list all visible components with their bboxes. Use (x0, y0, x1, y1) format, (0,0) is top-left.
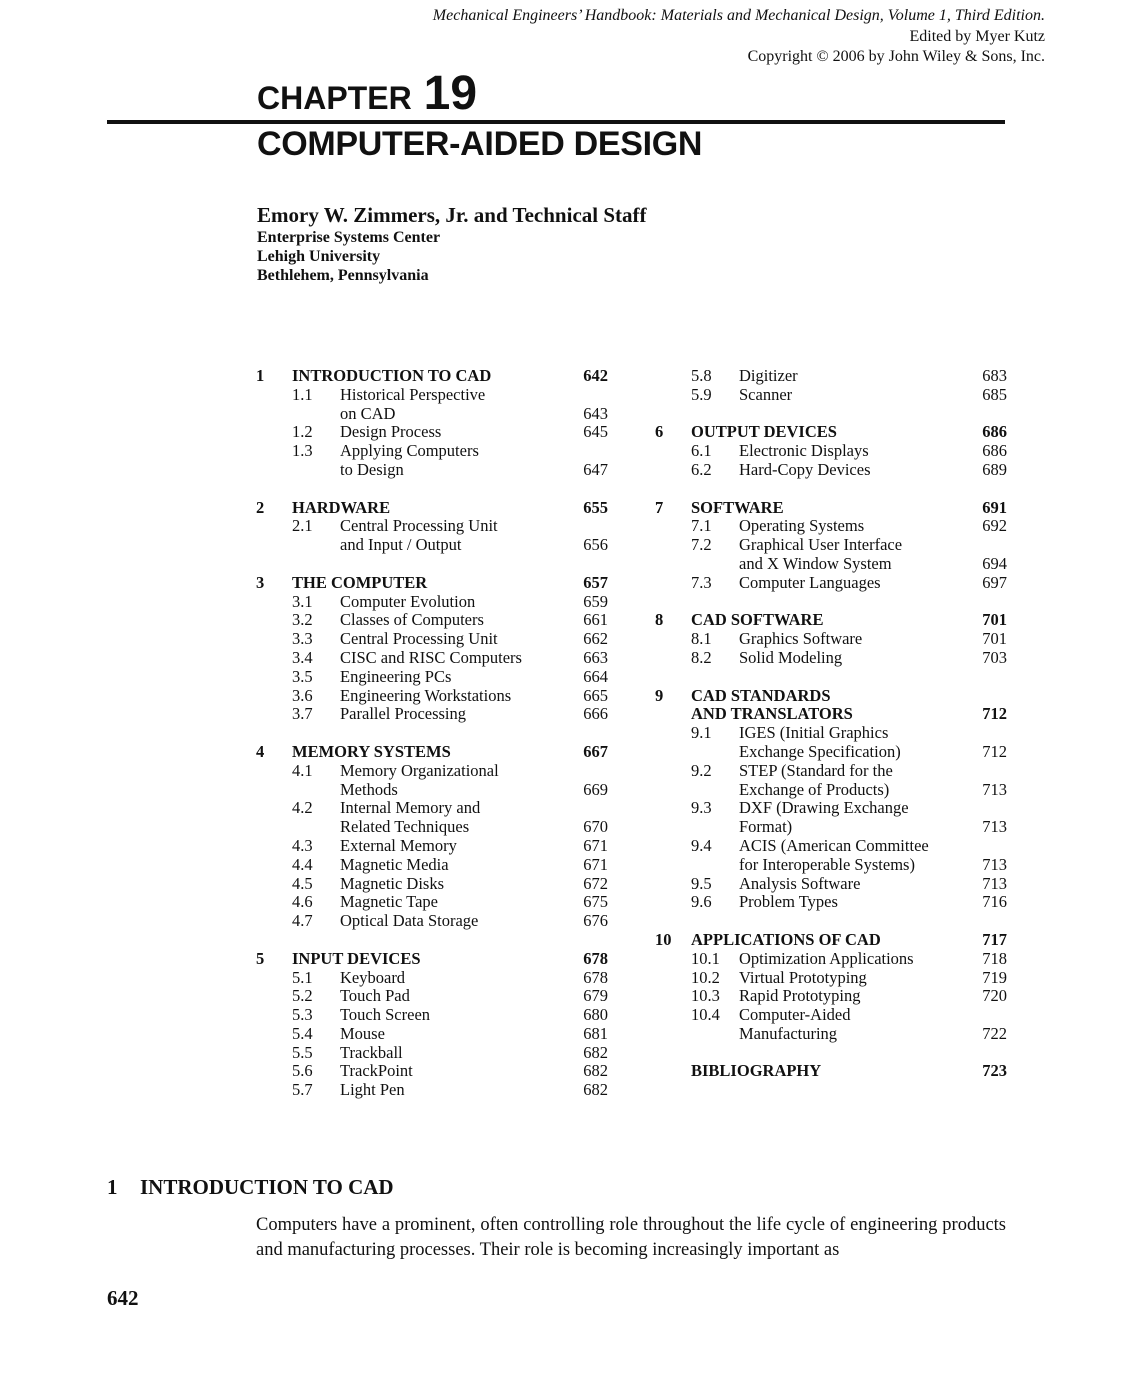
toc-entry-number: 3.3 (292, 629, 313, 649)
toc-entry-line (655, 461, 1007, 480)
chapter-title: COMPUTER-AIDED DESIGN (257, 125, 703, 163)
toc-page-number: 679 (583, 986, 608, 1006)
toc-entry-number: 4.3 (292, 835, 313, 855)
toc-section (655, 423, 1007, 479)
toc-entry-title: Parallel Processing (340, 704, 467, 724)
toc-entry-line (256, 969, 608, 988)
toc-entry-line (655, 781, 1007, 800)
toc-entry-title: Central Processing Unit (340, 629, 498, 649)
toc-entry-line (256, 799, 608, 818)
toc-entry-number: 4.7 (292, 911, 313, 931)
toc-page-number: 671 (583, 835, 608, 855)
toc-entry-title: Engineering Workstations (340, 685, 512, 705)
toc-page-number: 664 (583, 666, 608, 686)
toc-entry-line (655, 517, 1007, 536)
toc-entry-title: Light Pen (340, 1080, 405, 1100)
toc-page-number: 645 (583, 422, 608, 442)
toc-entry-line (256, 593, 608, 612)
toc-section (256, 950, 608, 1100)
running-header (433, 6, 1045, 68)
toc-entry-number: 7.3 (691, 572, 712, 592)
toc-entry-line (256, 856, 608, 875)
toc-entry-number: 4.4 (292, 854, 313, 874)
toc-section-number: 7 (655, 497, 664, 517)
toc-section-number: 3 (256, 572, 265, 592)
toc-entry-line (655, 555, 1007, 574)
toc-entry-number: 4.6 (292, 892, 313, 912)
toc-entry-number: 9.5 (691, 873, 712, 893)
toc-entry-title: Computer Evolution (340, 591, 476, 611)
toc-entry-number: 5.7 (292, 1080, 313, 1100)
toc-entry-number: 5.2 (292, 986, 313, 1006)
toc-entry-line (256, 536, 608, 555)
toc-section-line (655, 611, 1007, 630)
affiliation-line: Enterprise Systems Center (257, 229, 441, 246)
toc-entry-title: Problem Types (739, 892, 838, 912)
toc-entry-line (655, 386, 1007, 405)
affiliation-line: Bethlehem, Pennsylvania (257, 267, 429, 284)
toc-section-line (256, 743, 608, 762)
toc-page-number: 663 (583, 647, 608, 667)
toc-entry-title: Design Process (340, 422, 442, 442)
toc-entry-number: 1.3 (292, 441, 313, 461)
chapter-number: 19 (423, 67, 478, 120)
section-heading (107, 1175, 394, 1200)
toc-entry-title: to Design (340, 459, 404, 479)
toc-left-column (256, 367, 608, 1119)
toc-entry-line (655, 987, 1007, 1006)
toc-section-title: INPUT DEVICES (292, 948, 421, 968)
toc-page-number: 713 (982, 779, 1007, 799)
toc-section-line (655, 931, 1007, 950)
toc-entry-line (655, 1006, 1007, 1025)
toc-entry-title: Operating Systems (739, 516, 865, 536)
toc-entry-title: Magnetic Tape (340, 892, 438, 912)
toc-section-line (256, 950, 608, 969)
toc-section (256, 743, 608, 931)
toc-entry-number: 9.3 (691, 798, 712, 818)
toc-entry-line (655, 969, 1007, 988)
toc-right-column (655, 367, 1007, 1100)
toc-section-number: 1 (256, 366, 265, 385)
toc-entry-number: 3.6 (292, 685, 313, 705)
toc-entry-title: Related Techniques (340, 817, 470, 837)
toc-section-title: SOFTWARE (691, 497, 784, 517)
toc-entry-title: Graphics Software (739, 629, 863, 649)
toc-entry-title: Internal Memory and (340, 798, 481, 818)
toc-entry-title: Methods (340, 779, 398, 799)
toc-page-number: 682 (583, 1080, 608, 1100)
toc-entry-title: TrackPoint (340, 1061, 413, 1081)
toc-entry-title: Mouse (340, 1023, 385, 1043)
toc-page-number: 713 (982, 817, 1007, 837)
toc-entry-line (256, 705, 608, 724)
toc-entry-number: 5.9 (691, 384, 712, 404)
toc-entry-title: Virtual Prototyping (739, 967, 867, 987)
section-number: 1 (107, 1175, 118, 1199)
toc-entry-line (655, 950, 1007, 969)
toc-entry-number: 3.5 (292, 666, 313, 686)
toc-entry-line (655, 724, 1007, 743)
toc-section (655, 611, 1007, 667)
toc-page-number: 722 (982, 1023, 1007, 1043)
toc-entry-title: Digitizer (739, 366, 798, 385)
toc-page-number: 657 (583, 572, 608, 592)
toc-entry-line (256, 987, 608, 1006)
toc-entry-line (256, 1006, 608, 1025)
toc-entry-title: Exchange Specification) (739, 741, 901, 761)
toc-entry-number: 5.6 (292, 1061, 313, 1081)
toc-page-number: 719 (982, 967, 1007, 987)
author-name: Emory W. Zimmers, Jr. and Technical Staff (257, 203, 647, 227)
toc-entry-title: Trackball (340, 1042, 403, 1062)
toc-entry-title: Optimization Applications (739, 948, 914, 968)
toc-section (655, 931, 1007, 1044)
toc-section-title: INTRODUCTION TO CAD (292, 366, 492, 385)
toc-section (256, 499, 608, 555)
toc-page-number: 667 (583, 741, 608, 761)
toc-page-number: 720 (982, 986, 1007, 1006)
toc-entry-title: and Input / Output (340, 535, 462, 555)
toc-section (655, 367, 1007, 405)
toc-entry-title: ACIS (American Committee (739, 835, 929, 855)
toc-entry-title: IGES (Initial Graphics (739, 723, 889, 743)
author-block (257, 202, 647, 285)
toc-entry-line (655, 630, 1007, 649)
toc-page-number: 697 (982, 572, 1007, 592)
toc-section-line (655, 705, 1007, 724)
toc-entry-title: Exchange of Products) (739, 779, 890, 799)
toc-section (655, 1062, 1007, 1081)
toc-section (256, 367, 608, 480)
toc-entry-number: 7.2 (691, 535, 712, 555)
toc-section (256, 574, 608, 724)
toc-page-number: 642 (583, 366, 608, 385)
toc-page-number: 686 (982, 441, 1007, 461)
toc-page-number: 703 (982, 647, 1007, 667)
toc-entry-line (655, 442, 1007, 461)
toc-entry-line (655, 536, 1007, 555)
toc-entry-number: 7.1 (691, 516, 712, 536)
toc-entry-line (256, 442, 608, 461)
toc-entry-title: Historical Perspective (340, 384, 486, 404)
toc-entry-number: 9.6 (691, 892, 712, 912)
page-number: 642 (107, 1286, 139, 1310)
toc-entry-line (256, 912, 608, 931)
toc-section-number: 8 (655, 610, 664, 630)
toc-entry-number: 10.4 (691, 1005, 720, 1025)
toc-entry-title: Classes of Computers (340, 610, 484, 630)
toc-entry-number: 6.2 (691, 459, 712, 479)
toc-entry-line (655, 856, 1007, 875)
toc-page-number: 701 (982, 610, 1007, 630)
toc-entry-line (256, 611, 608, 630)
toc-section-title: APPLICATIONS OF CAD (691, 929, 881, 949)
toc-page-number: 680 (583, 1005, 608, 1025)
toc-entry-number: 4.2 (292, 798, 313, 818)
toc-entry-line (256, 875, 608, 894)
toc-entry-number: 9.2 (691, 760, 712, 780)
toc-entry-title: Touch Screen (340, 1005, 431, 1025)
toc-entry-title: Keyboard (340, 967, 406, 987)
toc-entry-title: Touch Pad (340, 986, 410, 1006)
toc-entry-title: Electronic Displays (739, 441, 869, 461)
toc-entry-title: Format) (739, 817, 793, 837)
toc-entry-title: Memory Organizational (340, 760, 499, 780)
toc-section-line (655, 423, 1007, 442)
toc-entry-title: Analysis Software (739, 873, 861, 893)
toc-entry-line (256, 517, 608, 536)
toc-entry-number: 10.1 (691, 948, 720, 968)
toc-section-number: 6 (655, 422, 664, 442)
toc-page-number: 662 (583, 629, 608, 649)
toc-entry-title: STEP (Standard for the (739, 760, 893, 780)
toc-section-title: HARDWARE (292, 497, 391, 517)
toc-entry-number: 8.2 (691, 647, 712, 667)
toc-section-line (655, 1062, 1007, 1081)
toc-entry-line (655, 1025, 1007, 1044)
toc-entry-number: 10.2 (691, 967, 720, 987)
toc-entry-line (256, 1062, 608, 1081)
toc-page-number: 701 (982, 629, 1007, 649)
toc-entry-line (256, 668, 608, 687)
toc-entry-line (655, 893, 1007, 912)
toc-entry-number: 8.1 (691, 629, 712, 649)
toc-entry-number: 6.1 (691, 441, 712, 461)
toc-section-title: MEMORY SYSTEMS (292, 741, 451, 761)
toc-entry-number: 3.4 (292, 647, 313, 667)
book-title: Mechanical Engineers’ Handbook: Materials and Mechanical Design, Volume 1, Third Edition. (432, 7, 1045, 24)
toc-page-number: 666 (583, 704, 608, 724)
toc-page-number: 670 (583, 817, 608, 837)
toc-section-title: CAD SOFTWARE (691, 610, 824, 630)
toc-section-number: 5 (256, 948, 265, 968)
toc-page-number: 661 (583, 610, 608, 630)
toc-entry-title: External Memory (340, 835, 457, 855)
toc-entry-title: Computer-Aided (739, 1005, 851, 1025)
toc-entry-line (655, 799, 1007, 818)
toc-entry-title: Magnetic Disks (340, 873, 445, 893)
toc-entry-title: Scanner (739, 384, 793, 404)
chapter-label (257, 66, 477, 121)
toc-entry-title: DXF (Drawing Exchange (739, 798, 909, 818)
toc-page-number: 678 (583, 948, 608, 968)
toc-entry-line (256, 781, 608, 800)
toc-entry-number: 5.3 (292, 1005, 313, 1025)
toc-section-title: AND TRANSLATORS (691, 704, 853, 724)
toc-entry-line (256, 1081, 608, 1100)
toc-entry-title: Rapid Prototyping (739, 986, 861, 1006)
toc-entry-number: 4.5 (292, 873, 313, 893)
toc-section-number: 4 (256, 741, 265, 761)
toc-entry-number: 5.4 (292, 1023, 313, 1043)
toc-entry-line (256, 649, 608, 668)
toc-page-number: 659 (583, 591, 608, 611)
toc-entry-line (256, 893, 608, 912)
toc-page-number: 671 (583, 854, 608, 874)
toc-entry-line (256, 386, 608, 405)
affiliation-line: Lehigh University (257, 248, 381, 265)
toc-section-title: BIBLIOGRAPHY (691, 1061, 822, 1081)
toc-page-number: 669 (583, 779, 608, 799)
toc-page-number: 672 (583, 873, 608, 893)
toc-section-line (256, 499, 608, 518)
toc-section-line (655, 687, 1007, 706)
toc-entry-title: Manufacturing (739, 1023, 838, 1043)
chapter-word: CHAPTER (257, 80, 412, 116)
toc-section-line (655, 499, 1007, 518)
toc-entry-number: 4.1 (292, 760, 313, 780)
toc-entry-title: Engineering PCs (340, 666, 452, 686)
toc-page-number: 656 (583, 535, 608, 555)
toc-entry-title: CISC and RISC Computers (340, 647, 522, 667)
toc-entry-line (655, 837, 1007, 856)
toc-page-number: 678 (583, 967, 608, 987)
toc-page-number: 716 (982, 892, 1007, 912)
toc-page-number: 712 (982, 704, 1007, 724)
toc-entry-line (256, 405, 608, 424)
toc-page-number: 655 (583, 497, 608, 517)
toc-page-number: 723 (982, 1061, 1007, 1081)
toc-entry-title: Magnetic Media (340, 854, 449, 874)
toc-entry-title: Solid Modeling (739, 647, 843, 667)
toc-page-number: 682 (583, 1042, 608, 1062)
toc-entry-line (256, 630, 608, 649)
toc-entry-title: and X Window System (739, 553, 892, 573)
toc-entry-number: 9.1 (691, 723, 712, 743)
toc-entry-number: 3.2 (292, 610, 313, 630)
toc-section (655, 687, 1007, 913)
body-paragraph: Computers have a prominent, often controlling role throughout the life cycle of engineering products and manufacturing processes. Their role is becoming increasingly important as (256, 1215, 1006, 1260)
toc-entry-title: Graphical User Interface (739, 535, 903, 555)
toc-entry-line (655, 743, 1007, 762)
toc-entry-title: for Interoperable Systems) (739, 854, 915, 874)
toc-entry-line (256, 461, 608, 480)
toc-page-number: 718 (982, 948, 1007, 968)
toc-entry-line (256, 1025, 608, 1044)
copyright-line: Copyright © 2006 by John Wiley & Sons, Inc. (747, 48, 1045, 65)
chapter-rule (107, 120, 1005, 124)
toc-entry-number: 1.1 (292, 384, 313, 404)
toc-page-number: 676 (583, 911, 608, 931)
editor-line: Edited by Myer Kutz (909, 27, 1045, 45)
toc-entry-number: 5.5 (292, 1042, 313, 1062)
toc-entry-line (655, 649, 1007, 668)
toc-entry-title: Applying Computers (340, 441, 479, 461)
toc-entry-line (655, 875, 1007, 894)
toc-entry-line (655, 818, 1007, 837)
toc-entry-line (256, 762, 608, 781)
toc-page-number: 694 (982, 553, 1007, 573)
toc-section-title: CAD STANDARDS (691, 685, 831, 705)
toc-entry-title: on CAD (340, 403, 396, 423)
toc-entry-number: 10.3 (691, 986, 720, 1006)
toc-entry-line (655, 367, 1007, 386)
toc-entry-title: Computer Languages (739, 572, 881, 592)
toc-page-number: 717 (982, 929, 1007, 949)
toc-page-number: 712 (982, 741, 1007, 761)
toc-page-number: 665 (583, 685, 608, 705)
toc-entry-number: 2.1 (292, 516, 313, 536)
toc-page-number: 643 (583, 403, 608, 423)
toc-entry-line (256, 687, 608, 706)
toc-page-number: 713 (982, 854, 1007, 874)
toc-entry-title: Central Processing Unit (340, 516, 498, 536)
toc-page-number: 685 (982, 384, 1007, 404)
toc-entry-title: Optical Data Storage (340, 911, 479, 931)
toc-page-number: 683 (982, 366, 1007, 385)
toc-section-title: OUTPUT DEVICES (691, 422, 837, 442)
toc-entry-line (655, 762, 1007, 781)
toc-page-number: 675 (583, 892, 608, 912)
toc-page-number: 647 (583, 459, 608, 479)
toc-page-number: 689 (982, 459, 1007, 479)
toc-section (655, 499, 1007, 593)
toc-entry-number: 1.2 (292, 422, 313, 442)
toc-section-line (256, 367, 608, 386)
toc-page-number: 681 (583, 1023, 608, 1043)
toc-section-title: THE COMPUTER (292, 572, 428, 592)
toc-entry-line (256, 818, 608, 837)
toc-entry-line (256, 837, 608, 856)
toc-entry-number: 3.1 (292, 591, 313, 611)
toc-page-number: 686 (982, 422, 1007, 442)
toc-section-number: 10 (655, 929, 672, 949)
toc-page-number: 692 (982, 516, 1007, 536)
toc-page-number: 691 (982, 497, 1007, 517)
toc-entry-number: 9.4 (691, 835, 712, 855)
toc-section-line (256, 574, 608, 593)
toc-section-number: 9 (655, 685, 664, 705)
toc-section-number: 2 (256, 497, 265, 517)
toc-page-number: 713 (982, 873, 1007, 893)
toc-page-number: 682 (583, 1061, 608, 1081)
toc-entry-line (655, 574, 1007, 593)
section-title: INTRODUCTION TO CAD (140, 1175, 394, 1199)
toc-entry-title: Hard-Copy Devices (739, 459, 871, 479)
toc-entry-line (256, 423, 608, 442)
toc-entry-number: 3.7 (292, 704, 313, 724)
toc-entry-number: 5.1 (292, 967, 313, 987)
toc-entry-number: 5.8 (691, 366, 712, 385)
toc-entry-line (256, 1044, 608, 1063)
